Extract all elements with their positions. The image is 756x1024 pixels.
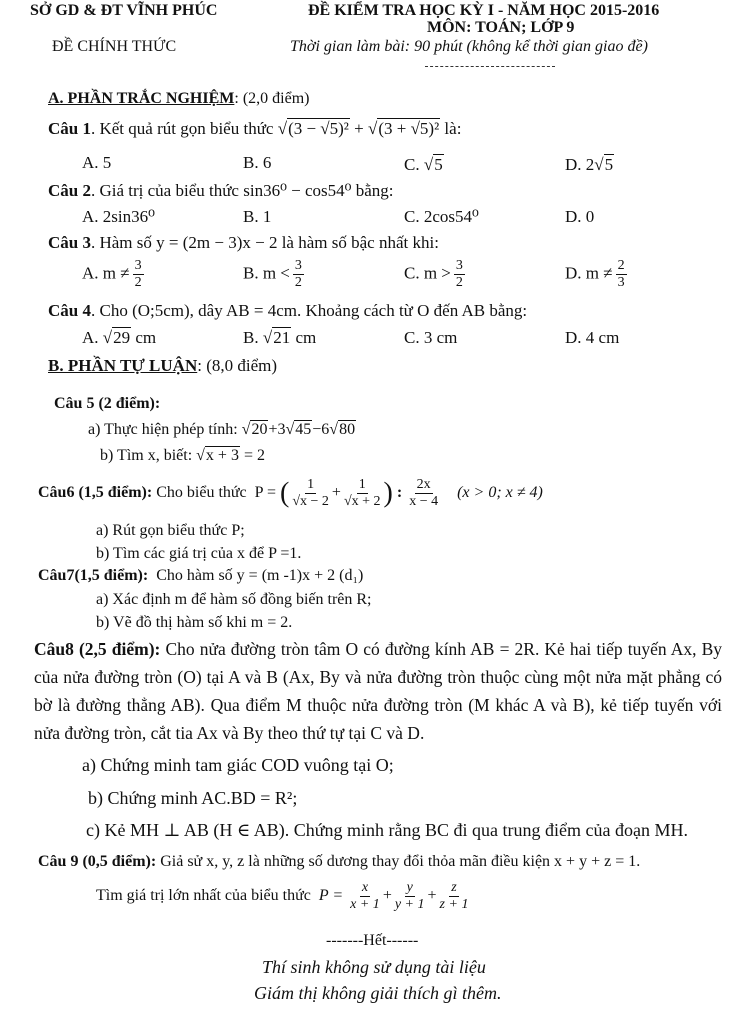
q1-option-c: C. √5 <box>404 155 443 174</box>
question-4: Câu 4. Cho (O;5cm), dây AB = 4cm. Khoảng cách từ O đến AB bằng: <box>48 301 528 320</box>
q8-part-a: a) Chứng minh tam giác COD vuông tại O; <box>82 755 394 775</box>
q4-option-c: C. 3 cm <box>404 328 458 347</box>
q1-option-b: B. 6 <box>243 153 272 172</box>
q3-option-b: B. m < $\frac{3}{2}$ <box>243 258 302 290</box>
q7-part-a: a) Xác định m để hàm số đồng biến trên R; <box>96 591 372 608</box>
q5-part-a: a) Thực hiện phép tính: √20+3√45−6√80 <box>88 421 356 438</box>
divider <box>425 66 555 67</box>
q1-option-d: D. 2√5 <box>565 155 614 174</box>
time-info: Thời gian làm bài: 90 phút (không kể thời gian giao đề) <box>290 38 648 55</box>
q2-option-c: C. 2cos54⁰ <box>404 207 479 226</box>
q6-part-a: a) Rút gọn biểu thức P; <box>96 522 245 539</box>
q1-option-a: A. 5 <box>82 153 112 172</box>
part-a-heading: A. PHẦN TRẮC NGHIỆM: (2,0 điểm) <box>48 90 310 107</box>
q3-option-c: C. m > $\frac{3}{2}$ <box>404 258 463 290</box>
q2-option-d: D. 0 <box>565 207 595 226</box>
official-label: ĐỀ CHÍNH THỨC <box>52 38 177 55</box>
q7-part-b: b) Vẽ đồ thị hàm số khi m = 2. <box>96 614 293 631</box>
q8-part-c: c) Kẻ MH ⊥ AB (H ∈ AB). Chứng minh rằng BC đi qua trung điểm của đoạn MH. <box>86 820 688 840</box>
end-marker: -------Hết------ <box>326 932 419 949</box>
department: SỞ GD & ĐT VĨNH PHÚC <box>30 2 218 19</box>
q4-option-a: A. √29 cm <box>82 328 157 347</box>
q4-option-d: D. 4 cm <box>565 328 620 347</box>
q9-expression: Tìm giá trị lớn nhất của biểu thức P = $\frac{x}{x + 1}$ + $\frac{y}{y + 1}$ + $\frac{z}{z + 1}$ <box>96 880 469 912</box>
exam-title: ĐỀ KIỂM TRA HỌC KỲ I - NĂM HỌC 2015-2016 <box>308 2 660 19</box>
question-7: Câu7(1,5 điểm): Cho hàm số y = (m -1)x + 2 (d₁) <box>38 567 364 584</box>
q5-part-b: b) Tìm x, biết: √x + 3 = 2 <box>100 447 265 464</box>
q2-option-b: B. 1 <box>243 207 272 226</box>
q4-option-b: B. √21 cm <box>243 328 317 347</box>
q8-part-b: b) Chứng minh AC.BD = R²; <box>88 788 298 808</box>
question-5: Câu 5 (2 điểm): <box>54 395 161 412</box>
q2-option-a: A. 2sin36⁰ <box>82 207 155 226</box>
subject: MÔN: TOÁN; LỚP 9 <box>427 19 575 36</box>
question-9: Câu 9 (0,5 điểm): Giả sử x, y, z là những số dương thay đổi thỏa mãn điều kiện x + y + z = 1. <box>38 853 641 870</box>
question-8: Câu8 (2,5 điểm): Cho nửa đường tròn tâm O có đường kính AB = 2R. Kẻ hai tiếp tuyến Ax, By của nửa đường tròn (O) tại A và B (Ax, By và nửa đường tròn thuộc cùng một nửa mặt phẳng có bờ là đường thẳng AB). Qua điểm M thuộc nửa đường tròn (M khác A và B), kẻ tiếp tuyến với nửa đường tròn, cắt tia Ax và By theo thứ tự tại C và D. <box>34 639 722 743</box>
q3-option-d: D. m ≠ $\frac{2}{3}$ <box>565 258 625 290</box>
q6-part-b: b) Tìm các giá trị của x để P =1. <box>96 545 302 562</box>
question-3: Câu 3. Hàm số y = (2m − 3)x − 2 là hàm số bậc nhất khi: <box>48 233 439 252</box>
note-no-materials: Thí sinh không sử dụng tài liệu <box>262 957 486 977</box>
question-6: Câu6 (1,5 điểm): Cho biểu thức P = ( $\frac{1}{√x - 2}$ + $\frac{1}{√x + 2}$ ) : $\frac{2x}{x - 4}$ (x > 0; x ≠ 4) <box>38 477 543 509</box>
question-1: Câu 1. Kết quả rút gọn biểu thức √(3 − √5)² + √(3 + √5)² là: <box>48 119 462 138</box>
note-no-explanation: Giám thị không giải thích gì thêm. <box>254 983 502 1003</box>
q3-option-a: A. m ≠ $\frac{3}{2}$ <box>82 258 142 290</box>
question-2: Câu 2. Giá trị của biểu thức sin36⁰ − cos54⁰ bằng: <box>48 181 394 200</box>
part-b-heading: B. PHẦN TỰ LUẬN: (8,0 điểm) <box>48 356 278 375</box>
